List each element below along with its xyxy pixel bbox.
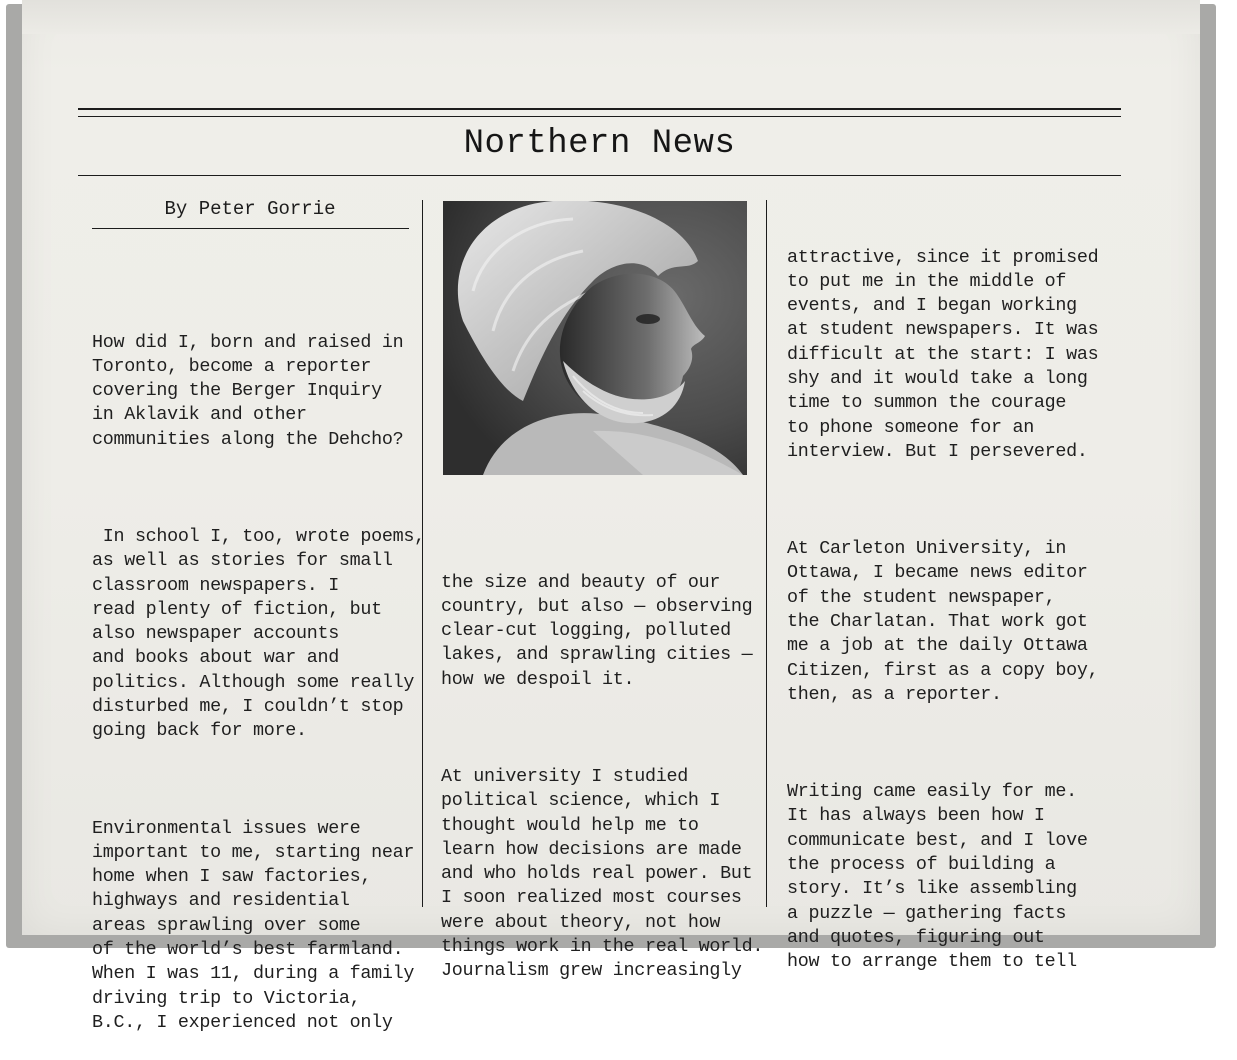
byline: By Peter Gorrie: [164, 198, 336, 220]
masthead-title: Northern News: [463, 125, 736, 163]
byline-rule: [92, 228, 409, 229]
portrait-photo: [443, 201, 747, 475]
masthead-rule-top: [78, 108, 1121, 110]
portrait-photo-icon: [443, 201, 747, 475]
article-column-3: [787, 197, 1098, 999]
paper-fold-edge: [22, 0, 1200, 34]
article-paragraph: At university I studied political science, which I thought would help me to learn how decisions are made and who holds real power. But I soon realized most courses were about theory, not how things work in the real world. Journalism grew increasingly: [441, 765, 764, 982]
article-column-1: [92, 282, 425, 1060]
masthead-rule-top-thin: [78, 116, 1121, 117]
masthead-rule-bottom: [78, 175, 1121, 176]
article-paragraph: the size and beauty of our country, but also — observing clear-cut logging, polluted lakes, and sprawling cities — how we despoil it.: [441, 571, 753, 690]
article-paragraph: Writing came easily for me. It has always been how I communicate best, and I love the process of building a story. It’s like assembling a puzzle — gathering facts and quotes, figuring out how to arrange them to tell: [787, 781, 1088, 973]
article-paragraph: attractive, since it promised to put me in the middle of events, and I began working at student newspapers. It was difficult at the start: I was shy and it would take a long time to summon the courage to phone someone for an interview. But I persevered.: [787, 246, 1099, 462]
article-paragraph: Environmental issues were important to me, starting near home when I saw factories, highways and residential areas sprawling over some of the world’s best farmland. When I was 11, during a family driving trip to Victoria, B.C., I experienced not only: [92, 817, 415, 1033]
column-divider-right: [766, 200, 767, 907]
article-paragraph: How did I, born and raised in Toronto, become a reporter covering the Berger Inquiry in Aklavik and other communities along the Dehcho?: [92, 331, 404, 450]
article-paragraph: At Carleton University, in Ottawa, I became news editor of the student newspaper, the Charlatan. That work got me a job at the daily Ottawa Citizen, first as a copy boy, then, as a reporter.: [787, 538, 1099, 705]
article-column-2: [441, 522, 763, 1008]
article-paragraph: In school I, too, wrote poems, as well as stories for small classroom newspapers. I read plenty of fiction, but also newspaper accounts and books about war and politics. Although some really disturbed me, I couldn’t stop going back for more.: [92, 525, 425, 742]
